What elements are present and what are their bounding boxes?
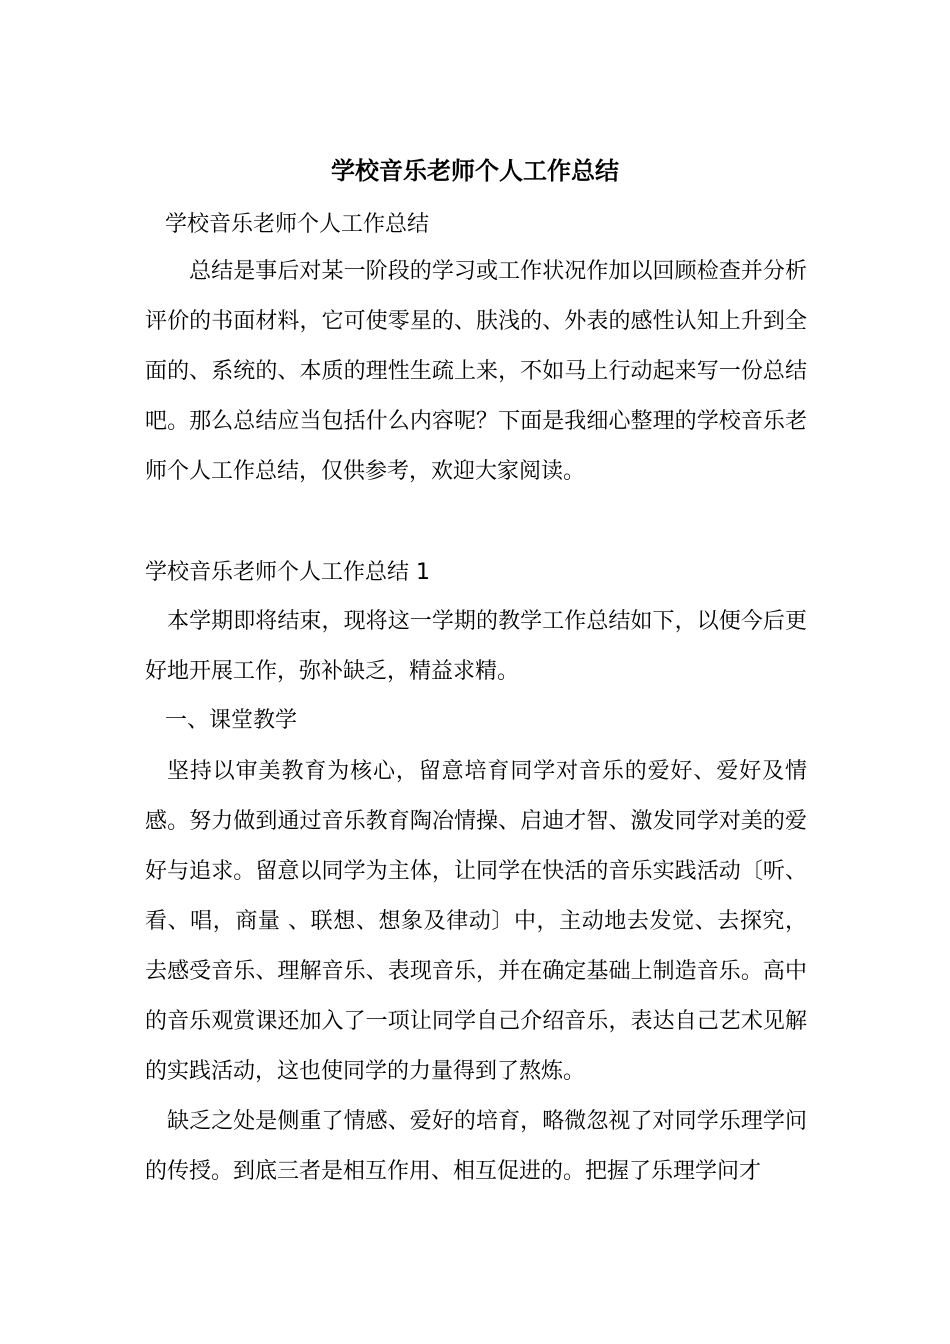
subsection-heading: 一、课堂教学 — [165, 708, 298, 733]
document-title: 学校音乐老师个人工作总结 — [331, 157, 619, 185]
intro-paragraph: 总结是事后对某一阶段的学习或工作状况作加以回顾检查并分析评价的书面材料，它可使零星的、肤浅的、外表的感性认知上升到全面的、系统的、本质的理性生疏上来，不如马上行动起来写一份总结吧。那么总结应当包括什么内容呢？下面是我细心整理的学校音乐老师个人工作总结，仅供参考，欢迎大家阅读。 — [145, 259, 807, 484]
subsection-paragraph-1: 坚持以审美教育为核心，留意培育同学对音乐的爱好、爱好及情感。努力做到通过音乐教育陶冶情操、启迪才智、激发同学对美的爱好与追求。留意以同学为主体，让同学在快活的音乐实践活动〔听、看、唱，商量 、联想、想象及律动〕中，主动地去发觉、去探究，去感受音乐、理解音乐、表现音乐，并在确定基础上制造音乐。高中的音乐观赏课还加入了一项让同学自己介绍音乐，表达自己艺术见解的实践活动，这也使同学的力量得到了熬炼。 — [145, 759, 807, 1084]
document-subtitle: 学校音乐老师个人工作总结 — [165, 212, 430, 237]
section-heading: 学校音乐老师个人工作总结 1 — [145, 560, 430, 585]
section-paragraph: 本学期即将结束，现将这一学期的教学工作总结如下，以便今后更好地开展工作，弥补缺乏，精益求精。 — [145, 609, 807, 684]
subsection-paragraph-2: 缺乏之处是侧重了情感、爱好的培育，略微忽视了对同学乐理学问的传授。到底三者是相互作用、相互促进的。把握了乐理学问才 — [145, 1109, 807, 1184]
